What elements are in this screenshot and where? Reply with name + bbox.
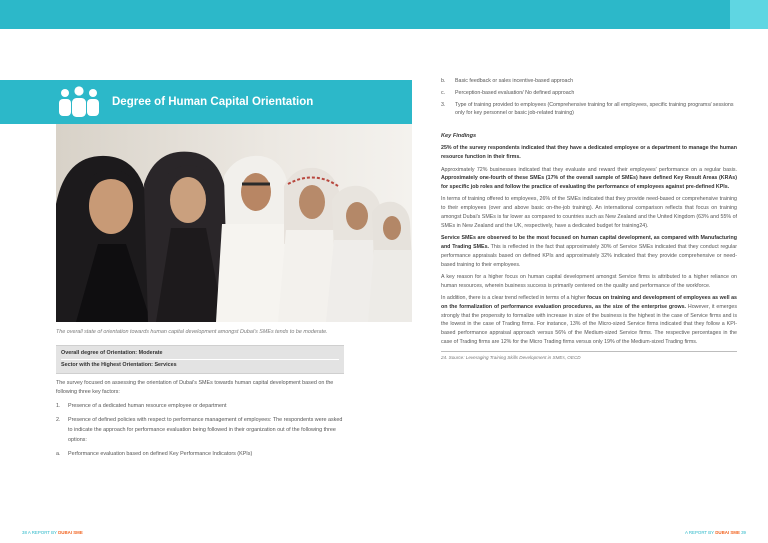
finding-text: Approximately 72% businesses indicated that they evaluate and reward their employees' performance on a regular basis. <box>441 166 737 173</box>
footer-brand: DUBAI SME <box>715 530 740 535</box>
intro-paragraph: The survey focused on assessing the orientation of Dubai's SMEs towards human capital development based on the following three key factors: <box>56 379 334 396</box>
footnote-divider <box>441 351 737 352</box>
photo-caption: The overall state of orientation towards human capital development amongst Dubai's SMEs tends to be moderate. <box>56 329 328 335</box>
summary-box <box>56 345 344 374</box>
list-number: 3. <box>441 101 446 108</box>
finding-paragraph-4 <box>441 234 737 269</box>
section-title: Degree of Human Capital Orientation <box>112 96 314 108</box>
list-item <box>56 416 344 445</box>
summary-overall: Overall degree of Orientation: Moderate <box>61 349 163 356</box>
list-item <box>56 450 344 460</box>
finding-emphasis: focus on training and development of employees as well as on the formalization of performance evaluation procedures, as the size of the enterprise grows. <box>441 294 737 310</box>
list-text: Presence of a dedicated human resource employee or department <box>68 402 227 409</box>
list-item <box>441 101 737 119</box>
right-column <box>441 77 737 363</box>
finding-paragraph-5: A key reason for a higher focus on human capital development amongst Service firms is attributed to a higher reliance on human resources, wherein business success is primarily centered on the quality and performance of the workforce. <box>441 273 737 289</box>
finding-paragraph-1: 25% of the survey respondents indicated that they have a dedicated employee or a department to manage the human resource function in their firms. <box>441 145 737 161</box>
list-item <box>441 77 737 86</box>
list-text: Presence of defined policies with respect to performance management of employees: The respondents were asked to indicate the approach for performance evaluation being followed in their organization out of the following three options: <box>68 417 343 443</box>
list-number: 2. <box>56 417 61 424</box>
footer-brand: DUBAI SME <box>58 530 83 535</box>
footnote: 24. Source: Leveraging Training Skills Development in SMEs, OECD <box>441 354 581 360</box>
finding-emphasis: Service SMEs are observed to be the most focused on human capital development, as compared with Manufacturing and Trading SMEs. <box>441 235 737 250</box>
finding-paragraph-2 <box>441 166 737 192</box>
finding-text: In addition, there is a clear trend reflected in terms of a higher <box>441 294 588 301</box>
footer-right-text: A REPORT BY <box>684 530 716 535</box>
list-number: b. <box>441 78 446 84</box>
key-findings-heading: Key Findings <box>441 133 477 140</box>
option-list <box>441 77 737 118</box>
finding-emphasis: Approximately one-fourth of these SMEs (17% of the overall sample of SMEs) have defined Key Result Areas (KRAs) for specific job roles and follow the practice of evaluating the performance of employees against pre-defined KPIs. <box>441 175 737 191</box>
list-text: Performance evaluation based on defined Key Performance Indicators (KPIs) <box>68 451 253 458</box>
list-item <box>441 89 737 98</box>
list-text: Perception-based evaluation/ No defined approach <box>455 89 575 96</box>
left-column <box>56 328 344 465</box>
list-number: a. <box>56 451 61 458</box>
factor-list <box>56 402 344 460</box>
top-bar-corner <box>730 0 768 29</box>
finding-paragraph-6 <box>441 294 737 347</box>
list-item <box>56 402 344 412</box>
business-team-photo <box>56 124 412 322</box>
list-text: Type of training provided to employees (Comprehensive training for all employees, specific training programs/ sessions only for key personnel or basic job-related training) <box>455 101 734 117</box>
summary-sector: Sector with the Highest Orientation: Services <box>61 359 339 371</box>
top-accent-bar <box>0 0 768 29</box>
footer-left-text: 38 A REPORT BY <box>22 530 59 535</box>
people-group-icon <box>56 86 102 118</box>
footer-right <box>685 530 746 535</box>
finding-text: However, it emerges strongly that the propensity to formalize with increase in size of the business is the highest in the case of Service firms and is the lowest in the case of Trading firms. For instance, 13% of the Micro-sized Service firms indicated that they follow a KPI-based performance appraisal approach versus 56% of the Medium-sized Service firms. The respective percentages in the case of Trading firms are 12% for the Micro Trading firms versus only 19% of the Medium-sized Trading firms. <box>441 303 737 345</box>
footer-page-number: 39 <box>739 530 746 535</box>
footer-left <box>22 530 83 535</box>
finding-text: This is reflected in the fact that approximately 30% of Service SMEs indicated that they conduct regular performance appraisals based on defined KPIs and approximately 32% indicated that they provide comprehensive or need-based training to their employees. <box>441 243 737 268</box>
finding-paragraph-3: In terms of training offered to employees, 26% of the SMEs indicated that they provide need-based or comprehensive training to their employees (over and above basic on-the-job training). An international comparison reflects that focus on training amongst Dubai's SMEs is far lower as compared to countries such as New Zealand and the United Kingdom (63% and 55% of SMEs in New Zealand and the UK, respectively, have a dedicated budget for training24). <box>441 196 737 229</box>
list-number: 1. <box>56 402 61 409</box>
list-text: Basic feedback or sales incentive-based approach <box>455 78 574 84</box>
list-number: c. <box>441 89 446 96</box>
